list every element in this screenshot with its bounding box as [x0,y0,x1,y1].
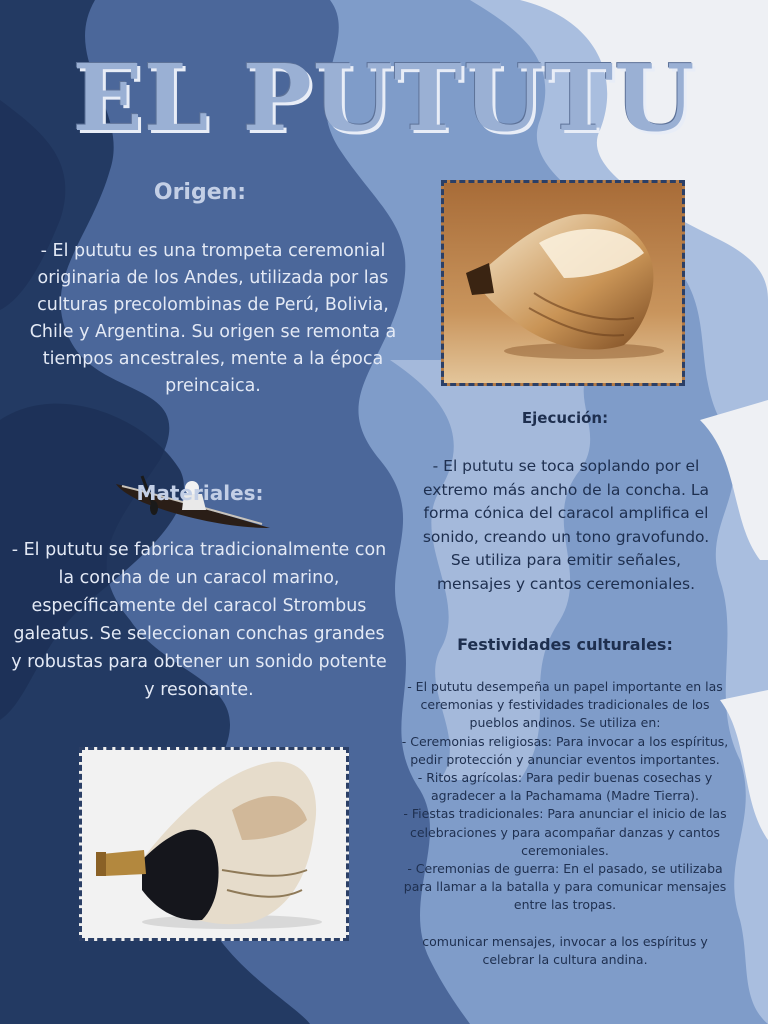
festividades-body [395,678,735,969]
ejecucion-body: - El pututu se toca soplando por el extremo más ancho de la concha. La forma cónica del caracol amplifica el sonido, creando un tono gravofundo. Se utiliza para emitir señales, mensajes y cantos ceremoniales. [422,457,710,593]
materiales-heading: Materiales: [136,481,264,505]
festividades-intro: - El pututu desempeña un papel importante en las ceremonias y festividades tradicionales de los pueblos andinos. Se utiliza en: [407,679,723,731]
festividades-heading: Festividades culturales: [457,635,673,654]
materiales-body: - El pututu se fabrica tradicionalmente con la concha de un caracol marino, específicamente del caracol Strombus galeatus. Se seleccionan conchas grandes y robustas para obtener un sonido potente y resonante. [11,540,387,700]
origen-heading: Origen: [153,180,247,205]
festividades-item: - Fiestas tradicionales: Para anunciar el inicio de las celebraciones y para acompañar danzas y cantos ceremoniales. [403,806,727,858]
festividades-closing: comunicar mensajes, invocar a los espíritus y celebrar la cultura andina. [422,933,708,967]
conch-shell-photo [441,180,685,386]
pututu-shell-photo [79,747,349,941]
festividades-item: - Ritos agrícolas: Para pedir buenas cosechas y agradecer a la Pachamama (Madre Tierra). [417,770,713,804]
page-title: EL PUTUTU [72,44,696,152]
festividades-item: - Ceremonias religiosas: Para invocar a los espíritus, pedir protección y anunciar eventos importantes. [401,733,729,767]
festividades-item: - Ceremonias de guerra: En el pasado, se utilizaba para llamar a la batalla y para comunicar mensajes entre las tropas. [403,861,727,913]
ejecucion-heading: Ejecución: [521,409,609,427]
origen-body: - El pututu es una trompeta ceremonial originaria de los Andes, utilizada por las culturas precolombinas de Perú, Bolivia, Chile y Argentina. Su origen se remonta a tiempos ancestrales, mente a la época preincaica. [29,241,397,396]
